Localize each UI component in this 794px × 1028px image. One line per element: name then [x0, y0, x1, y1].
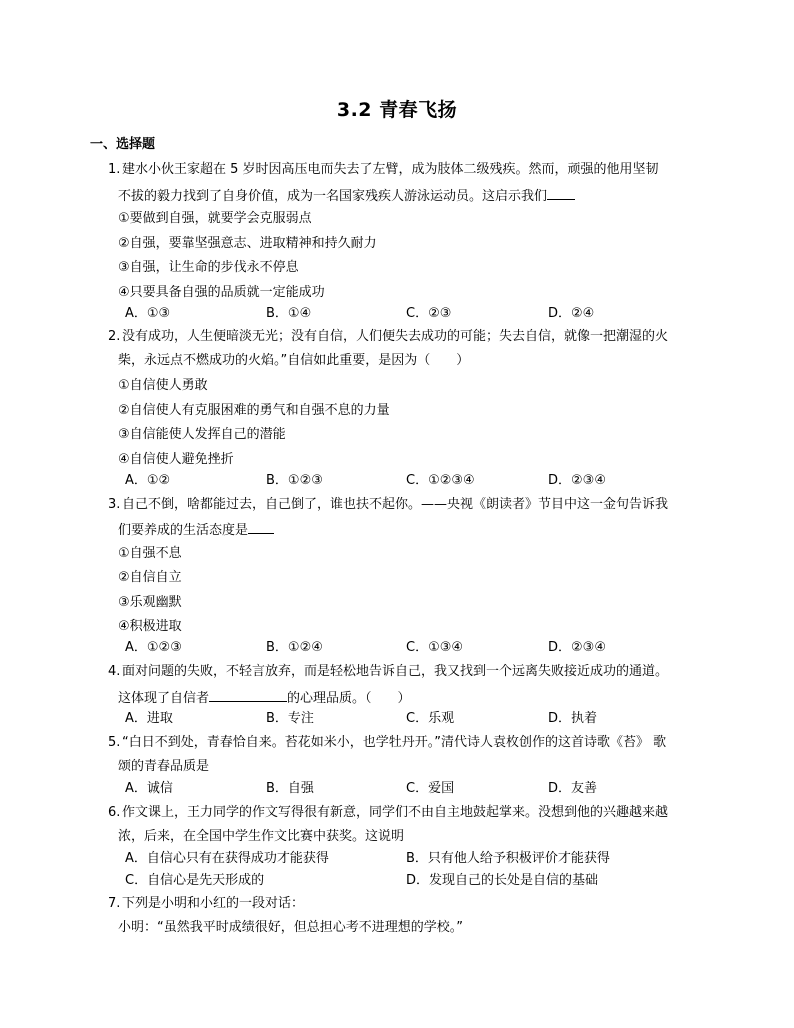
question-3-item-3: ③乐观幽默: [118, 595, 182, 610]
question-3-item-1: ①自强不息: [118, 546, 182, 561]
question-number: 5.: [108, 735, 121, 750]
question-4-line-1: [108, 663, 668, 681]
question-2-item-3: ③自信能使人发挥自己的潜能: [118, 427, 286, 442]
question-1-item-3: ③自强，让生命的步伐永不停息: [118, 260, 299, 275]
question-3-option-d: D．②③④: [548, 640, 606, 655]
question-3-item-2: ②自信自立: [118, 570, 182, 585]
question-number: 4.: [108, 664, 121, 679]
question-7-line-2: 小明：“虽然我平时成绩很好，但总担心考不进理想的学校。”: [118, 920, 463, 935]
question-5-line-2: 颂的青春品质是: [118, 759, 210, 774]
question-3-text-2: 们要养成的生活态度是: [118, 523, 249, 538]
question-2-option-c: C．①②③④: [406, 473, 475, 488]
answer-blank: [248, 520, 274, 534]
question-5-option-d: D．友善: [548, 781, 598, 796]
question-2-item-2: ②自信使人有克服困难的勇气和自强不息的力量: [118, 403, 390, 418]
question-5-text-1: “白日不到处，青春恰自来。苔花如米小，也学牡丹开。”清代诗人袁枚创作的这首诗歌《苔》 歌: [122, 735, 667, 750]
question-2-option-a: A．①②: [125, 473, 171, 488]
question-number: 2.: [108, 329, 121, 344]
question-3-text-1: 自己不倒，啥都能过去，自己倒了，谁也扶不起你。——央视《朗读者》节目中这一金句告诉我: [122, 497, 669, 512]
question-1-option-b: B．①④: [266, 306, 312, 321]
question-5-line-1: [108, 734, 666, 752]
question-4-option-b: B．专注: [266, 711, 314, 726]
question-1-option-d: D．②④: [548, 306, 595, 321]
page-title: 3.2 青春飞扬: [336, 99, 458, 121]
question-4-text-1: 面对问题的失败，不轻言放弃，而是轻松地告诉自己，我又找到一个远离失败接近成功的通道。: [122, 664, 669, 679]
question-1-option-a: A．①③: [125, 306, 171, 321]
question-6-option-a: A．自信心只有在获得成功才能获得: [125, 851, 329, 866]
question-2-item-4: ④自信使人避免挫折: [118, 452, 234, 467]
question-2-option-d: D．②③④: [548, 473, 606, 488]
question-2-option-b: B．①②③: [266, 473, 323, 488]
question-3-option-a: A．①②③: [125, 640, 182, 655]
question-4-text-2b: 的心理品质。（ ）: [287, 691, 411, 706]
question-4-line-2: [118, 688, 411, 708]
answer-blank: [209, 688, 287, 702]
question-3-option-c: C．①③④: [406, 640, 464, 655]
question-2-text-1: 没有成功，人生便暗淡无光；没有自信，人们便失去成功的可能；失去自信，就像一把潮湿的火: [122, 329, 669, 344]
question-3-line-2: [118, 520, 274, 540]
question-5-option-b: B．自强: [266, 781, 314, 796]
question-4-text-2a: 这体现了自信者: [118, 691, 210, 706]
question-6-option-c: C．自信心是先天形成的: [125, 873, 265, 888]
question-3-item-4: ④积极进取: [118, 619, 182, 634]
question-4-option-d: D．执着: [548, 711, 598, 726]
question-1-item-1: ①要做到自强，就要学会克服弱点: [118, 211, 312, 226]
question-6-text-1: 作文课上，王力同学的作文写得很有新意，同学们不由自主地鼓起掌来。没想到他的兴趣越来越: [122, 805, 669, 820]
question-1-line-1: [108, 161, 659, 179]
question-4-option-c: C．乐观: [406, 711, 455, 726]
question-5-option-a: A．诚信: [125, 781, 173, 796]
question-1-item-4: ④只要具备自强的品质就一定能成功: [118, 285, 325, 300]
question-6-line-2: 浓，后来，在全国中学生作文比赛中获奖。这说明: [118, 829, 405, 844]
question-number: 3.: [108, 497, 121, 512]
question-1-text-2: 不拔的毅力找到了自身价值，成为一名国家残疾人游泳运动员。这启示我们: [118, 189, 548, 204]
question-number: 7.: [108, 896, 121, 911]
answer-blank: [547, 186, 575, 200]
question-3-option-b: B．①②④: [266, 640, 323, 655]
question-number: 1.: [108, 162, 121, 177]
question-2-line-2: 柴，永远点不燃成功的火焰。”自信如此重要，是因为（ ）: [118, 353, 470, 368]
question-5-option-c: C．爱国: [406, 781, 455, 796]
question-number: 6.: [108, 805, 121, 820]
question-1-line-2: [118, 186, 575, 206]
question-1-option-c: C．②③: [406, 306, 452, 321]
question-1-item-2: ②自强，要靠坚强意志、进取精神和持久耐力: [118, 236, 377, 251]
question-6-line-1: [108, 804, 668, 822]
question-4-option-a: A．进取: [125, 711, 173, 726]
question-6-option-b: B．只有他人给予积极评价才能获得: [406, 851, 610, 866]
question-3-line-1: [108, 496, 668, 514]
question-7-line-1: [108, 895, 304, 913]
question-7-text-1: 下列是小明和小红的一段对话：: [122, 896, 305, 911]
question-2-item-1: ①自信使人勇敢: [118, 378, 208, 393]
question-1-text-1: 建水小伙王家超在 5 岁时因高压电而失去了左臂，成为肢体二级残疾。然而，顽强的他用坚韧: [122, 162, 659, 177]
question-6-option-d: D．发现自己的长处是自信的基础: [406, 873, 599, 888]
section-heading: 一、选择题: [90, 137, 156, 152]
question-2-line-1: [108, 328, 668, 346]
